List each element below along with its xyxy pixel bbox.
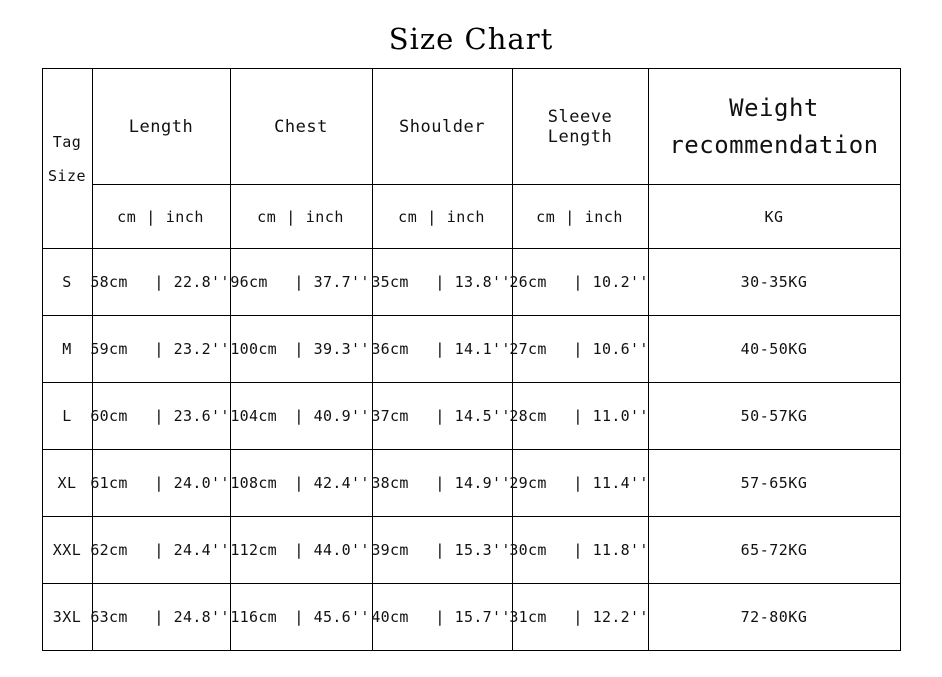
cell-shoulder-inch: 14.5''	[454, 407, 511, 425]
cell-shoulder-inch: 14.9''	[454, 474, 511, 492]
cell-sleeve	[509, 383, 649, 450]
cell-chest	[230, 584, 372, 651]
cell-length-separator: |	[154, 273, 164, 291]
cell-sleeve-separator: |	[573, 608, 583, 626]
cell-shoulder-separator: |	[435, 608, 445, 626]
unit-separator-sleeve: |	[565, 207, 575, 226]
cell-sleeve	[509, 249, 649, 316]
cell-tag-size: S	[42, 249, 92, 316]
cell-length-cm: 59cm	[90, 340, 128, 358]
cell-sleeve-separator: |	[573, 407, 583, 425]
cell-chest-separator: |	[294, 407, 304, 425]
cell-length-inch: 22.8''	[173, 273, 230, 291]
cell-length-separator: |	[154, 608, 164, 626]
cell-tag-size: L	[42, 383, 92, 450]
unit-inch-chest: inch	[305, 207, 344, 226]
table-row	[42, 249, 900, 316]
cell-tag-size: XL	[42, 450, 92, 517]
unit-inch-sleeve: inch	[584, 207, 623, 226]
cell-shoulder-inch: 14.1''	[454, 340, 511, 358]
cell-length-cm: 62cm	[90, 541, 128, 559]
cell-chest-separator: |	[294, 474, 304, 492]
unit-header-weight: KG	[648, 185, 900, 249]
cell-chest	[230, 383, 372, 450]
cell-length-separator: |	[154, 541, 164, 559]
cell-tag-size: XXL	[42, 517, 92, 584]
cell-chest-separator: |	[294, 273, 304, 291]
cell-length-separator: |	[154, 407, 164, 425]
cell-shoulder-cm: 35cm	[371, 273, 409, 291]
unit-separator-chest: |	[286, 207, 296, 226]
table-body	[42, 249, 900, 651]
cell-chest-cm: 108cm	[230, 474, 277, 492]
cell-chest	[230, 249, 372, 316]
cell-shoulder-separator: |	[435, 474, 445, 492]
cell-length	[92, 316, 230, 383]
cell-length	[92, 450, 230, 517]
unit-header-shoulder	[372, 185, 512, 249]
cell-shoulder-separator: |	[435, 273, 445, 291]
header-row-groups	[42, 69, 900, 185]
unit-separator-shoulder: |	[427, 207, 437, 226]
cell-chest-cm: 96cm	[230, 273, 268, 291]
cell-shoulder	[372, 517, 512, 584]
cell-sleeve-inch: 11.4''	[592, 474, 649, 492]
cell-length-cm: 58cm	[90, 273, 128, 291]
cell-sleeve	[509, 316, 649, 383]
cell-shoulder-cm: 36cm	[371, 340, 409, 358]
cell-sleeve-inch: 10.2''	[592, 273, 649, 291]
cell-weight: 50-57KG	[648, 383, 900, 450]
cell-length-cm: 63cm	[90, 608, 128, 626]
cell-shoulder-cm: 38cm	[371, 474, 409, 492]
cell-chest-inch: 44.0''	[313, 541, 370, 559]
column-header-shoulder: Shoulder	[372, 69, 512, 185]
cell-sleeve	[509, 584, 649, 651]
cell-length-inch: 24.4''	[173, 541, 230, 559]
unit-inch-length: inch	[165, 207, 204, 226]
table-row	[42, 316, 900, 383]
table-row	[42, 584, 900, 651]
cell-chest-separator: |	[294, 608, 304, 626]
cell-sleeve	[509, 517, 649, 584]
cell-length-separator: |	[154, 340, 164, 358]
cell-shoulder	[372, 249, 512, 316]
unit-inch-shoulder: inch	[446, 207, 485, 226]
cell-shoulder-cm: 37cm	[371, 407, 409, 425]
cell-tag-size: 3XL	[42, 584, 92, 651]
cell-shoulder-inch: 15.7''	[454, 608, 511, 626]
unit-header-sleeve-length	[512, 185, 648, 249]
cell-shoulder-separator: |	[435, 541, 445, 559]
column-header-length: Length	[92, 69, 230, 185]
unit-cm-sleeve: cm	[536, 207, 556, 226]
cell-length-inch: 23.6''	[173, 407, 230, 425]
column-header-tag-size: Tag Size	[42, 69, 92, 249]
cell-length-inch: 24.8''	[173, 608, 230, 626]
cell-sleeve-cm: 31cm	[509, 608, 547, 626]
cell-tag-size: M	[42, 316, 92, 383]
cell-length	[92, 584, 230, 651]
table-header	[42, 69, 900, 249]
cell-chest-inch: 39.3''	[313, 340, 370, 358]
unit-cm-shoulder: cm	[398, 207, 418, 226]
cell-chest-cm: 112cm	[230, 541, 277, 559]
cell-length	[92, 517, 230, 584]
column-header-sleeve-length: Sleeve Length	[512, 69, 648, 185]
unit-cm-chest: cm	[257, 207, 277, 226]
header-row-units	[42, 185, 900, 249]
column-header-chest: Chest	[230, 69, 372, 185]
cell-chest-inch: 37.7''	[313, 273, 370, 291]
cell-sleeve-separator: |	[573, 541, 583, 559]
cell-sleeve	[509, 450, 649, 517]
cell-chest-cm: 116cm	[230, 608, 277, 626]
cell-length-cm: 60cm	[90, 407, 128, 425]
cell-chest	[230, 450, 372, 517]
table-row	[42, 517, 900, 584]
cell-sleeve-inch: 12.2''	[592, 608, 649, 626]
cell-shoulder-cm: 40cm	[371, 608, 409, 626]
unit-header-chest	[230, 185, 372, 249]
cell-shoulder	[372, 316, 512, 383]
cell-sleeve-inch: 10.6''	[592, 340, 649, 358]
unit-separator-length: |	[146, 207, 156, 226]
cell-sleeve-cm: 28cm	[509, 407, 547, 425]
cell-weight: 72-80KG	[648, 584, 900, 651]
cell-sleeve-separator: |	[573, 273, 583, 291]
cell-sleeve-separator: |	[573, 340, 583, 358]
cell-chest	[230, 316, 372, 383]
cell-weight: 57-65KG	[648, 450, 900, 517]
cell-weight: 40-50KG	[648, 316, 900, 383]
cell-shoulder	[372, 383, 512, 450]
cell-weight: 30-35KG	[648, 249, 900, 316]
unit-cm-length: cm	[117, 207, 137, 226]
cell-length-inch: 23.2''	[173, 340, 230, 358]
cell-chest	[230, 517, 372, 584]
cell-chest-cm: 104cm	[230, 407, 277, 425]
cell-sleeve-cm: 27cm	[509, 340, 547, 358]
cell-chest-inch: 42.4''	[313, 474, 370, 492]
table-row	[42, 383, 900, 450]
cell-length-separator: |	[154, 474, 164, 492]
cell-chest-separator: |	[294, 541, 304, 559]
cell-sleeve-separator: |	[573, 474, 583, 492]
cell-chest-cm: 100cm	[230, 340, 277, 358]
cell-sleeve-cm: 29cm	[509, 474, 547, 492]
cell-chest-inch: 40.9''	[313, 407, 370, 425]
cell-shoulder-separator: |	[435, 340, 445, 358]
cell-length-inch: 24.0''	[173, 474, 230, 492]
cell-shoulder	[372, 584, 512, 651]
cell-shoulder	[372, 450, 512, 517]
cell-sleeve-inch: 11.8''	[592, 541, 649, 559]
cell-shoulder-separator: |	[435, 407, 445, 425]
column-header-weight-recommendation: Weight recommendation	[648, 69, 900, 185]
cell-sleeve-cm: 26cm	[509, 273, 547, 291]
cell-sleeve-inch: 11.0''	[592, 407, 649, 425]
cell-shoulder-cm: 39cm	[371, 541, 409, 559]
cell-length-cm: 61cm	[90, 474, 128, 492]
table-row	[42, 450, 900, 517]
unit-header-length	[92, 185, 230, 249]
cell-sleeve-cm: 30cm	[509, 541, 547, 559]
cell-shoulder-inch: 13.8''	[454, 273, 511, 291]
cell-chest-inch: 45.6''	[313, 608, 370, 626]
cell-length	[92, 383, 230, 450]
cell-length	[92, 249, 230, 316]
size-chart-table	[42, 68, 901, 651]
cell-weight: 65-72KG	[648, 517, 900, 584]
cell-shoulder-inch: 15.3''	[454, 541, 511, 559]
page-title: Size Chart	[388, 22, 554, 56]
cell-chest-separator: |	[294, 340, 304, 358]
